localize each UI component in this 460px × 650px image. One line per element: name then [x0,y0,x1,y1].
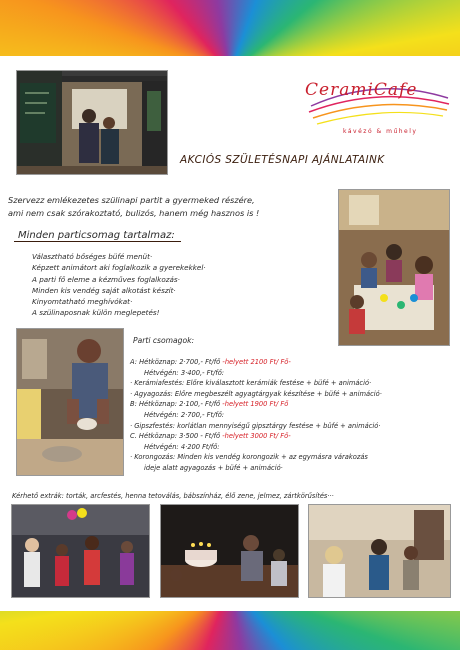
offer-price: -helyett 1900 Ft/ Fő [222,400,289,409]
package-a-option: · Agyagozás: Előre megbeszélt agyagtárgyak készítése + büfé + animáció· [130,389,382,398]
package-features-list [32,251,332,319]
package-b-option: · Gipszfestés: korlátlan mennyiségű gipsztárgy festése + büfé + animáció· [130,421,381,430]
page-title: AKCIÓS SZÜLETÉSNAPI AJÁNLATAINK [180,154,385,166]
feature-item: Minden kis vendég saját alkotást készít· [32,285,176,295]
feature-item: Kinyomtatható meghívókat· [32,297,133,307]
price-text: B: Hétköznap: 2·100,- Ft/fő [130,400,221,409]
offer-price: -helyett 2100 Ft/ Fő- [222,358,291,366]
package-c-weekday [130,431,456,442]
feature-item: Képzett animátort aki foglalkozik a gyerekekkel· [32,263,206,273]
package-a-option: · Kerámiafestés: Előre kiválasztott kerámiák festése + büfé + animáció· [130,379,372,388]
package-c-option-cont: ideje alatt agyagozás + büfé + animáció· [144,463,283,472]
boy-with-clay-photo [16,328,124,476]
rainbow-swirl-bottom-banner [0,611,460,650]
price-text: C. Hétköznap: 3·500 - Ft/fő [130,432,221,441]
package-c-weekend: Hétvégén: 4·200 Ft/fő: [144,442,220,451]
feature-item: A parti fő eleme a kézműves foglalkozás· [32,274,180,284]
logo-wordmark: CeramiCafe [305,80,418,100]
party-packages-list [130,357,456,474]
birthday-cake-photo [160,504,299,598]
offer-price: -helyett 3000 Ft/ Fő- [222,432,291,441]
feature-item: A szülinaposnak külön meglepetés! [32,308,160,318]
package-b-weekday [130,399,456,410]
logo-tagline: kávézó & műhely [343,128,418,135]
cramicafe-logo [303,76,453,140]
dancing-kids-photo [11,504,150,598]
package-a-weekday [130,357,456,368]
package-includes-heading: Minden particsomag tartalmaz: [14,230,181,242]
cafe-entrance-photo [16,70,168,175]
intro-line: Szervezz emlékezetes szülinapi partit a gyermeked részére, [8,195,255,205]
party-guests-photo [308,504,451,598]
package-b-weekend: Hétvégén: 2·700,- Ft/fő: [144,410,225,419]
extras-text: Kérhető extrák: torták, arcfestés, henna tetoválás, bábszínház, élő zene, jelmez, zártkörűsítés··· [12,492,334,500]
party-packages-heading: Parti csomagok: [133,336,195,345]
feature-item: Választható bőséges büfé menüt· [32,252,153,261]
rainbow-swirl-top-banner [0,0,460,56]
intro-text [8,194,338,220]
package-a-weekend: Hétvégén: 3·400,- Ft/fő: [144,368,225,377]
kids-party-table-photo [338,189,450,346]
package-c-option: · Korongozás: Minden kis vendég korongozik + az egymásra várakozás [130,453,368,462]
price-text: A: Hétköznap: 2·700,- Ft/fő [130,358,221,366]
intro-line: ami nem csak szórakoztató, bulizós, hanem még hasznos is ! [8,208,260,218]
